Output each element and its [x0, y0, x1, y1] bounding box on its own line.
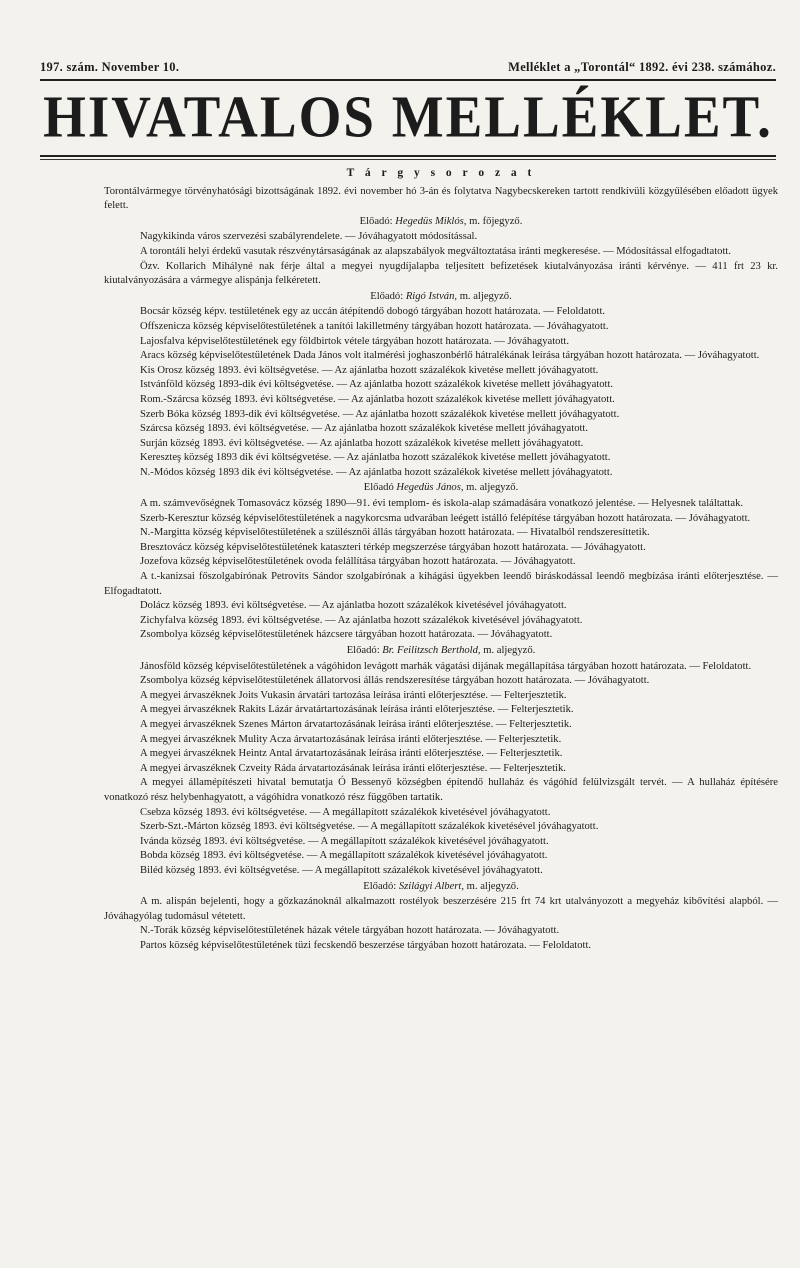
presenter-label: Előadó: — [359, 215, 393, 227]
intro-paragraph: Torontálvármegye törvényhatósági bizottságának 1892. évi november hó 3-án és folytatva Nagybecskereken tartott rendkívüli közgyűlésében előadott ügyek felett. — [104, 185, 778, 212]
presenter-label: Előadó: — [370, 290, 404, 302]
presenter-title: m. aljegyző. — [466, 880, 519, 892]
agenda-item: Rom.-Szárcsa község 1893. évi költségvetése. — Az ajánlatba hozott százalékok kivetése mellett jóváhagyatott. — [140, 393, 615, 405]
section-title: T á r g y s o r o z a t — [346, 167, 536, 179]
agenda-item: Jánosföld község képviselőtestületének a vágóhidon levágott marhák vágatási dijának megállapítása tárgyában hozott határozata. — Feloldatott. — [140, 660, 752, 672]
agenda-item: Özv. Kollarich Mihályné nak férje által a megyei nyugdíjalapba teljesített befizetések kiutalványozása iránti kérvénye. — 411 frt 23 kr. kiutalványozására a vármegye alispánja felkéretett. — [104, 260, 778, 287]
agenda-item: A megyei árvaszéknek Joits Vukasin árvatári tartozása leírása iránti előterjesztése. — Felterjesztetik. — [140, 689, 567, 701]
agenda-item: Szerb-Szt.-Márton község 1893. évi költségvetése. — A megállapított százalékok kivetésével jóváhagyatott. — [140, 821, 599, 833]
agenda-item: Zsombolya község képviselőtestületének házcsere tárgyában hozott határozata. — Jóváhagyatott. — [140, 629, 553, 641]
presenter-line — [104, 880, 778, 895]
agenda-item: N.-Torák község képviselőtestületének házak vétele tárgyában hozott határozata. — Jóváhagyatott. — [140, 925, 560, 937]
presenter-name: Hegedüs Miklós, — [395, 215, 467, 227]
agenda-item: Nagykikinda város szervezési szabályrendelete. — Jóváhagyatott módosítással. — [140, 231, 478, 243]
agenda-item: A megyei államépítészeti hivatal bemutatja Ó Bessenyő községben építendő hullaház és vágóhíd felülvizsgált tervét. — A hullaház építésére vonatkozó rész helybenhagyatott, a vágóhídra vonatkozó rész függőben tartatik. — [104, 777, 778, 803]
presenter-title: m. aljegyző. — [466, 482, 519, 494]
presenter-label: Előadó: — [346, 645, 380, 656]
agenda-item: A megyei árvaszéknek Szenes Márton árvatartozásának leírása iránti előterjesztése. — Felterjesztetik. — [140, 718, 572, 730]
agenda-item: A m. számvevőségnek Tomasovácz község 1890—91. évi templom- és iskola-alap számadására vonatkozó jelentése. — Helyesnek találtattak. — [140, 498, 744, 510]
agenda-item: Ivánda község 1893. évi költségvetése. — A megállapított százalékok kivetésével jóváhagyatott. — [140, 835, 549, 847]
agenda-item: A megyei árvaszéknek Heintz Antal árvatartozásának leírása iránti előterjesztése. — Felterjesztetik. — [140, 748, 563, 760]
agenda-item: N.-Margitta község képviselőtestületének a szülésznői állás tárgyában hozott határozata. — Hivatalból rendszeresíttetik. — [140, 527, 650, 539]
agenda-item: Biléd község 1893. évi költségvetése. — A megállapított százalékok kivetésével jóváhagyatott. — [140, 864, 543, 876]
presenter-title: m. főjegyző. — [469, 215, 523, 227]
presenter-title: m. aljegyző. — [459, 290, 512, 302]
agenda-item: Kis Orosz község 1893. évi költségvetése. — Az ajánlatba hozott százalékok kivetése mellett jóváhagyatott. — [140, 364, 599, 376]
issue-number: 197. szám. November 10. — [40, 60, 180, 74]
agenda-item: A torontáli helyi érdekű vasutak részvénytársaságának az alapszabályok megváltoztatása iránti megkeresése. — Módosítással elfogadtatott. — [140, 245, 731, 257]
agenda-item: Szárcsa község 1893. évi költségvetése. — Az ajánlatba hozott százalékok kivetése mellett jóváhagyatott. — [140, 423, 589, 435]
presenter-line — [104, 644, 778, 659]
agenda-item: A megyei árvaszéknek Czveity Ráda árvatartozásának leírása iránti előterjesztése. — Felterjesztetik. — [140, 762, 566, 774]
presenter-label: Előadó — [363, 482, 394, 494]
presenter-line — [104, 481, 778, 496]
agenda-content — [104, 166, 778, 953]
agenda-item: Szerb-Keresztur község képviselőtestületének a nagykorcsma udvarában leégett istálló felépítése tárgyában hozott határozata. — Jóváhagyatott. — [140, 512, 751, 524]
agenda-item: Jozefova község képviselőtestületének ovoda felállítása tárgyában hozott határozata. — Jóváhagyatott. — [140, 556, 576, 568]
agenda-item: Aracs község képviselőtestületének Dada János volt italmérési joghaszonbérlő hátralékának leírása tárgyában hozott határozata. — Jóváhagyatott. — [140, 350, 760, 362]
agenda-item: Zsombolya község képviselőtestületének állatorvosi állás rendszeresítése tárgyában hozott határozata. — Jóváhagyatott. — [140, 675, 650, 687]
presenter-name: Br. Feilitzsch Berthold, — [382, 645, 481, 656]
agenda-item: N.-Módos község 1893 dik évi költségvetése. — Az ajánlatba hozott százalékok kivetése mellett jóváhagyatott. — [140, 466, 613, 478]
agenda-item: A megyei árvaszéknek Rakits Lázár árvatártartozásának leírása iránti előterjesztése. — Felterjesztetik. — [140, 704, 574, 716]
header-rule — [40, 79, 776, 81]
agenda-item: Partos község képviselőtestületének tüzi fecskendő beszerzése tárgyában hozott határozata. — Feloldatott. — [140, 939, 592, 951]
agenda-item: Zichyfalva község 1893. évi költségvetése. — Az ajánlatba hozott százalékok kivetésével jóváhagyatott. — [140, 614, 583, 626]
supplement-reference: Melléklet a „Torontál“ 1892. évi 238. számához. — [508, 60, 776, 74]
agenda-item: Bobda község 1893. évi költségvetése. — A megállapított százalékok kivetésével jóváhagyatott. — [140, 850, 548, 862]
agenda-item: Bocsár község képv. testületének egy az uccán átépítendő dobogó tárgyában hozott határozata. — Feloldatott. — [140, 306, 606, 318]
agenda-item: Bresztovácz község képviselőtestületének kataszteri térkép megszerzése tárgyában hozott határozata. — Jóváhagyatott. — [140, 541, 646, 553]
presenter-name: Szilágyi Albert, — [398, 880, 464, 892]
presenter-line — [104, 290, 778, 305]
title-rule — [40, 155, 776, 157]
presenter-line — [104, 215, 778, 230]
presenter-name: Rigó István, — [405, 290, 458, 302]
agenda-item: Surján község 1893. évi költségvetése. — Az ajánlatba hozott százalékok kivetése mellett jóváhagyatott. — [140, 437, 584, 449]
agenda-item: Kereszteş község 1893 dik évi költségvetése. — Az ajánlatba hozott százalékok kivetése mellett jóváhagyatott. — [140, 452, 611, 464]
agenda-item: Lajosfalva képviselőtestületének egy földbirtok vétele tárgyában hozott határozata. — Jóváhagyatott. — [140, 335, 569, 347]
agenda-item: Dolácz község 1893. évi költségvetése. — Az ajánlatba hozott százalékok kivetésével jóváhagyatott. — [140, 600, 567, 612]
presenter-label: Előadó: — [363, 880, 397, 892]
page-title: HIVATALOS MELLÉKLET. — [43, 83, 773, 150]
agenda-item: A m. alispán bejelenti, hogy a gőzkazánoknál alkalmazott rostélyok beszerzésére 215 frt 74 krt utalványozott a megyeház kibővítési alapból. — Jóváhagyólag tudomásul vétetett. — [104, 896, 778, 922]
agenda-item: Szerb Bóka község 1893-dik évi költségvetése. — Az ajánlatba hozott százalékok kivetése mellett jóváhagyatott. — [140, 408, 620, 420]
agenda-blocks — [104, 215, 778, 954]
agenda-item: A megyei árvaszéknek Mulity Acza árvatartozásának leírása iránti előterjesztése. — Felterjesztetik. — [140, 733, 562, 745]
agenda-item: Csebza község 1893. évi költségvetése. — A megállapított százalékok kivetésével jóváhagyatott. — [140, 806, 551, 818]
agenda-item: Offszenicza község képviselőtestületének a tanítói lakilletmény tárgyában hozott határozata. — Jóváhagyatott. — [140, 320, 609, 332]
title-rule-thin — [40, 159, 776, 160]
agenda-item: Istvánföld község 1893-dik évi költségvetése. — Az ajánlatba hozott százalékok kivetése mellett jóváhagyatott. — [140, 379, 614, 391]
presenter-name: Hegedüs János, — [396, 482, 464, 494]
presenter-title: m. aljegyző. — [483, 645, 536, 656]
page-header — [40, 60, 776, 75]
agenda-item: A t.-kanizsai főszolgabírónak Petrovits Sándor szolgabírónak a kihágási ügyekben leendő biráskodással leendő megbízása iránti előterjesztése. — Elfogadtatott. — [104, 571, 778, 597]
